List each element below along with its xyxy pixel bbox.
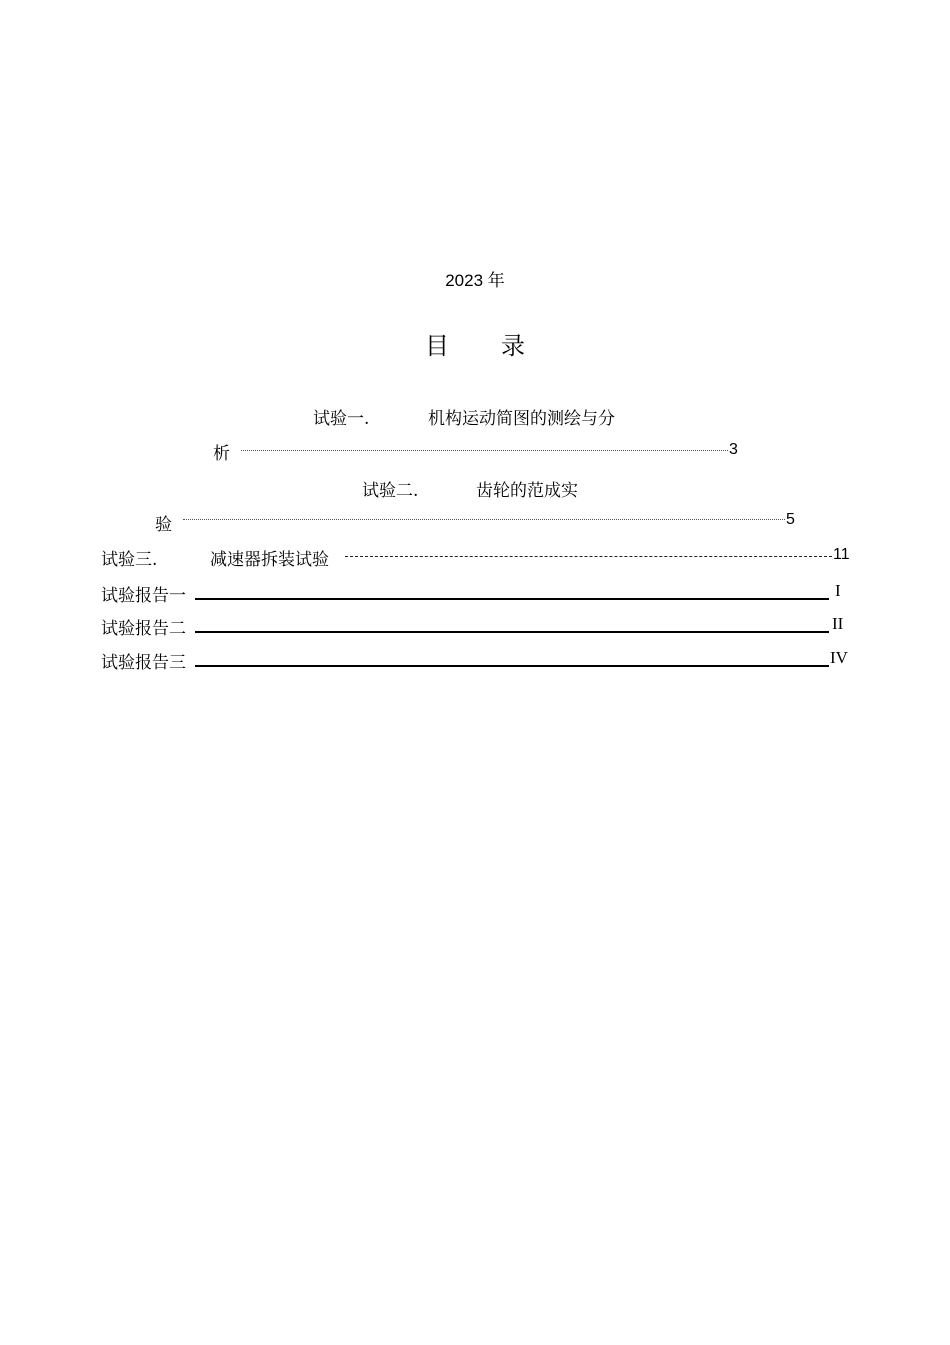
toc-report-1-page: I xyxy=(835,581,841,600)
toc-entry-2-title-line1: 齿轮的范成实 xyxy=(476,481,578,501)
toc-entry-3-title: 减速器拆装试验 xyxy=(210,550,329,570)
toc-entry-3-label: 试验三. xyxy=(101,550,158,570)
toc-entry-1-label: 试验一. xyxy=(313,409,370,429)
toc-entry-1-leader xyxy=(241,450,728,451)
toc-report-2-leader xyxy=(195,631,829,633)
toc-entry-1-page: 3 xyxy=(729,441,738,458)
toc-title-right: 录 xyxy=(501,332,525,360)
toc-entry-2-label: 试验二. xyxy=(362,481,419,501)
toc-title xyxy=(0,326,950,361)
toc-entry-3-page: 11 xyxy=(833,546,850,563)
toc-report-2-page: II xyxy=(832,614,844,633)
toc-entry-2-page: 5 xyxy=(786,511,795,528)
toc-report-3-label: 试验报告三 xyxy=(101,653,186,673)
toc-entry-3-leader xyxy=(345,556,832,557)
toc-entry-2-leader xyxy=(183,519,785,520)
toc-report-1-leader xyxy=(195,598,829,600)
toc-report-3-page: IV xyxy=(830,648,848,667)
toc-report-1-label: 试验报告一 xyxy=(101,586,186,606)
toc-title-left: 目 xyxy=(425,332,449,360)
toc-entry-2-title-line2: 验 xyxy=(155,515,172,535)
toc-report-2-label: 试验报告二 xyxy=(101,619,186,639)
year-heading: 2023 年 xyxy=(445,271,505,290)
toc-report-3-leader xyxy=(195,665,829,667)
toc-entry-1-title-line2: 析 xyxy=(213,444,230,464)
toc-entry-1-title-line1: 机构运动简图的测绘与分 xyxy=(428,409,615,429)
